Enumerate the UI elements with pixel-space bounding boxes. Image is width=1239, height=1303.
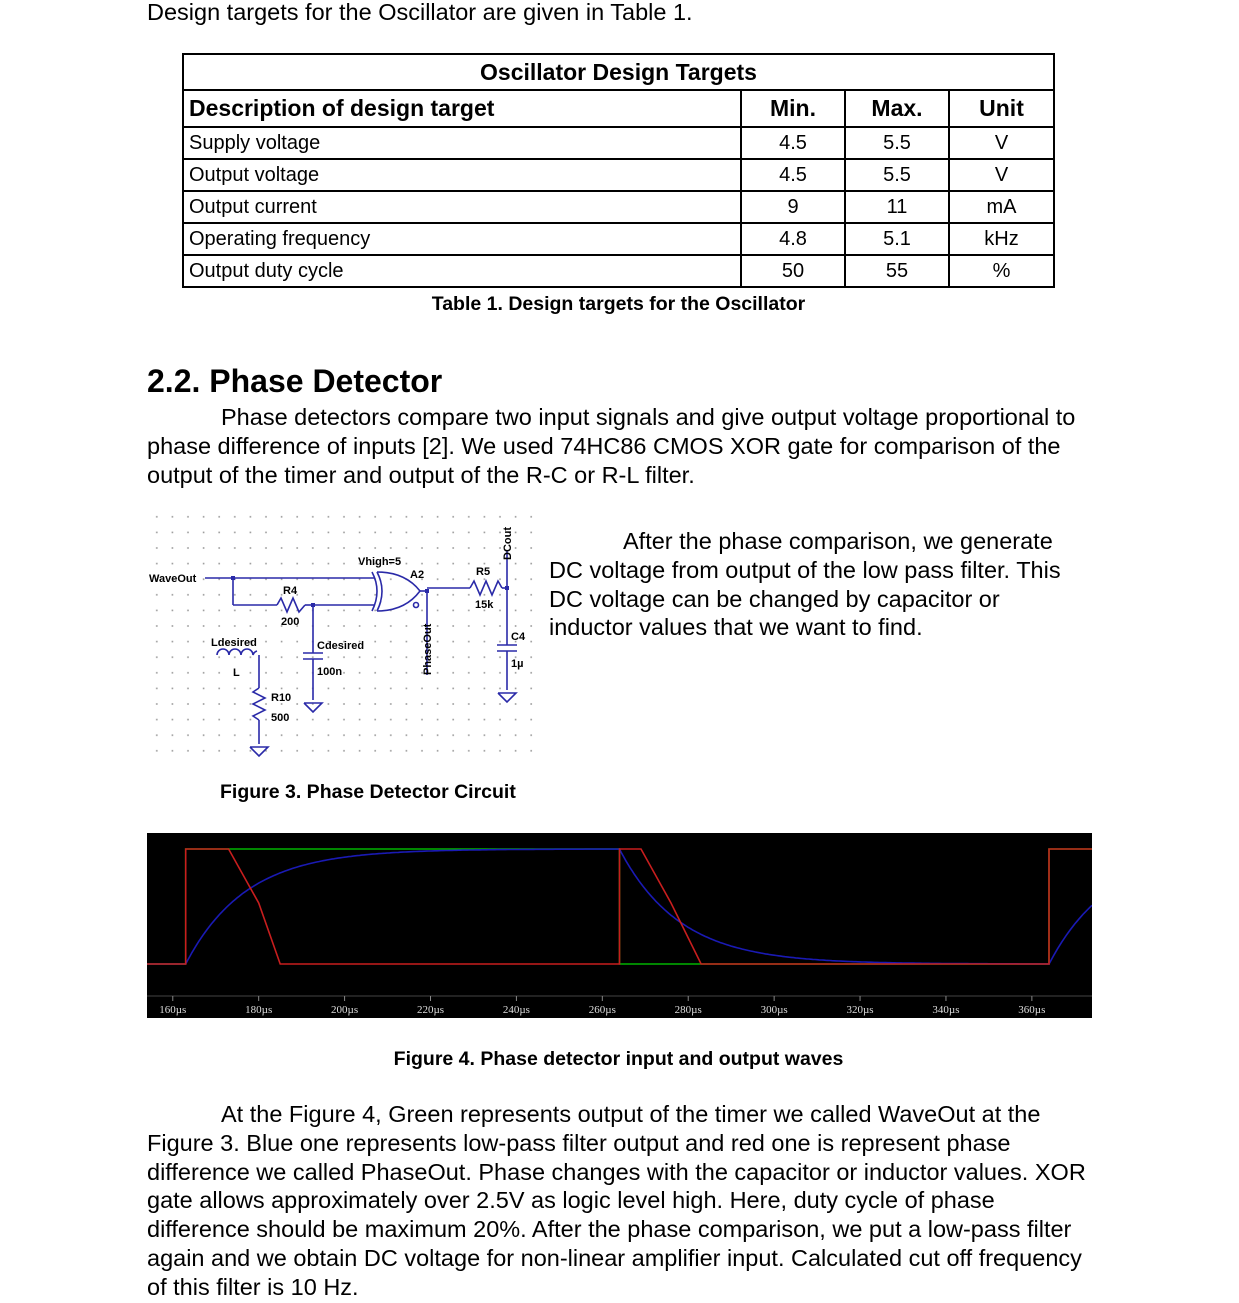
table-cell: 5.5: [845, 127, 949, 159]
table-header-description: Description of design target: [183, 90, 741, 127]
x-tick-label: 320µs: [846, 1004, 874, 1016]
label-dcout: DCout: [502, 527, 514, 560]
table-cell: Output voltage: [183, 159, 741, 191]
table-caption: Table 1. Design targets for the Oscillator: [431, 293, 806, 315]
label-cdesired-value: 100n: [317, 666, 343, 678]
label-phaseout: PhaseOut: [422, 623, 434, 675]
phase-detector-circuit: [145, 510, 540, 760]
schematic-grid: [145, 510, 540, 755]
label-vhigh: Vhigh=5: [358, 556, 402, 568]
x-tick-label: 160µs: [159, 1004, 187, 1016]
table-cell: 11: [845, 191, 949, 223]
side-paragraph: After the phase comparison, we generate DC voltage from output of the low pass filter. This DC voltage can be changed by capacitor or inductor values that we want to find.: [549, 528, 1061, 641]
table-cell: 4.5: [741, 127, 845, 159]
figure-4-caption: Figure 4. Phase detector input and output waves: [393, 1048, 844, 1070]
table-cell: 4.5: [741, 159, 845, 191]
table-title: Oscillator Design Targets: [183, 54, 1054, 90]
design-targets-table: [182, 53, 1055, 288]
x-tick-label: 220µs: [416, 1004, 445, 1016]
x-tick-label: 300µs: [760, 1004, 788, 1016]
label-waveout: WaveOut: [149, 573, 197, 585]
x-tick-label: 360µs: [1018, 1004, 1046, 1016]
table-cell: Output current: [183, 191, 741, 223]
label-ldesired: Ldesired: [211, 637, 257, 649]
table-row: [183, 191, 1054, 223]
intro-text: Design targets for the Oscillator are given in Table 1.: [147, 0, 693, 25]
table-cell: V: [949, 159, 1054, 191]
label-r10-value: 500: [271, 712, 290, 724]
figure-3-caption: Figure 3. Phase Detector Circuit: [220, 781, 516, 803]
x-tick-label: 200µs: [331, 1004, 359, 1016]
label-r5-value: 15k: [475, 599, 494, 611]
label-a2: A2: [410, 569, 425, 581]
table-cell: Output duty cycle: [183, 255, 741, 287]
table-cell: kHz: [949, 223, 1054, 255]
table-cell: V: [949, 127, 1054, 159]
paragraph-2: At the Figure 4, Green represents output of the timer we called WaveOut at the Figure 3. Blue one represents low-pass filter output and red one is represent phase difference we called PhaseOut. Phase changes with the capacitor or inductor values. XOR gate allows approximately over 2.5V as logic level high. Here, duty cycle of phase difference should be maximum 20%. After the phase comparison, we put a low-pass filter again and we obtain DC voltage for non-linear amplifier input. Calculated cut off frequency of this filter is 10 Hz.: [147, 1101, 1086, 1300]
table-cell: 5.1: [845, 223, 949, 255]
table-header-max: Max.: [845, 90, 949, 127]
table-cell: 50: [741, 255, 845, 287]
phase-detector-waveform: [147, 833, 1092, 1018]
label-r4-value: 200: [281, 616, 300, 628]
table-row: [183, 223, 1054, 255]
table-row: [183, 159, 1054, 191]
label-c4: C4: [511, 631, 526, 643]
label-r4: R4: [283, 585, 298, 597]
table-cell: Supply voltage: [183, 127, 741, 159]
table-header-min: Min.: [741, 90, 845, 127]
paragraph-1: Phase detectors compare two input signals and give output voltage proportional to phase difference of inputs [2]. We used 74HC86 CMOS XOR gate for comparison of the output of the timer and output of the R-C or R-L filter.: [147, 404, 1076, 488]
label-r10: R10: [271, 692, 292, 704]
table-cell: 5.5: [845, 159, 949, 191]
label-cdesired: Cdesired: [317, 640, 365, 652]
x-tick-label: 280µs: [674, 1004, 702, 1016]
table-row: [183, 255, 1054, 287]
section-heading: 2.2. Phase Detector: [147, 363, 443, 399]
table-cell: 9: [741, 191, 845, 223]
x-tick-label: 240µs: [502, 1004, 530, 1016]
label-l: L: [233, 667, 240, 679]
table-cell: 55: [845, 255, 949, 287]
table-cell: mA: [949, 191, 1054, 223]
label-r5: R5: [476, 566, 491, 578]
table-cell: %: [949, 255, 1054, 287]
label-c4-value: 1µ: [511, 658, 524, 670]
table-header-unit: Unit: [949, 90, 1054, 127]
x-tick-label: 180µs: [245, 1004, 273, 1016]
x-tick-label: 260µs: [588, 1004, 616, 1016]
table-cell: Operating frequency: [183, 223, 741, 255]
table-cell: 4.8: [741, 223, 845, 255]
table-row: [183, 127, 1054, 159]
x-tick-label: 340µs: [932, 1004, 960, 1016]
